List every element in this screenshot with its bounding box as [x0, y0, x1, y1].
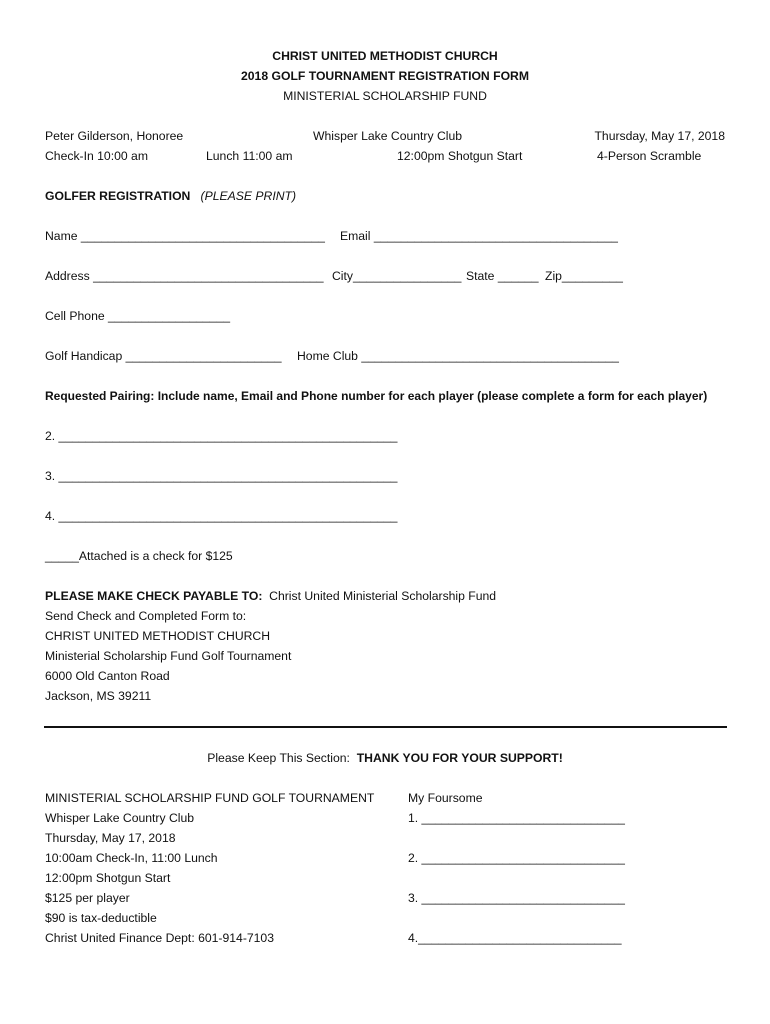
keep-info-line-5: 12:00pm Shotgun Start — [45, 871, 171, 885]
event-shotgun: 12:00pm Shotgun Start — [397, 149, 523, 163]
state-field[interactable]: State ______ — [466, 269, 539, 283]
registration-heading-row — [45, 188, 296, 204]
event-venue: Whisper Lake Country Club — [313, 129, 463, 143]
keep-section-prefix: Please Keep This Section: — [207, 751, 350, 765]
city-field[interactable]: City________________ — [332, 269, 462, 283]
keep-info-line-6: $125 per player — [45, 891, 130, 905]
keep-info-line-8: Christ United Finance Dept: 601-914-7103 — [45, 931, 274, 945]
send-line: Send Check and Completed Form to: — [45, 609, 247, 623]
home-club-field[interactable]: Home Club ______________________________________ — [297, 349, 619, 363]
golf-handicap-field[interactable]: Golf Handicap _______________________ — [45, 349, 282, 363]
registration-note: (PLEASE PRINT) — [200, 189, 297, 203]
pairing-player-3-field[interactable]: 3. __________________________________________________ — [45, 469, 398, 483]
header-line-1: CHRIST UNITED METHODIST CHURCH — [272, 49, 498, 63]
pairing-heading: Requested Pairing: Include name, Email and Phone number for each player (please complete a form for each player) — [45, 389, 708, 403]
mail-address-line-4: Jackson, MS 39211 — [45, 689, 152, 703]
pairing-player-2-field[interactable]: 2. __________________________________________________ — [45, 429, 398, 443]
zip-field[interactable]: Zip_________ — [545, 269, 623, 283]
mail-address-line-2: Ministerial Scholarship Fund Golf Tournament — [45, 649, 292, 663]
header-line-3: MINISTERIAL SCHOLARSHIP FUND — [283, 89, 487, 103]
foursome-player-3-field[interactable]: 3. ______________________________ — [408, 891, 625, 905]
header-line-2: 2018 GOLF TOURNAMENT REGISTRATION FORM — [241, 69, 529, 83]
email-field[interactable]: Email ____________________________________ — [340, 229, 618, 243]
keep-section-row — [0, 750, 770, 766]
thank-you-text: THANK YOU FOR YOUR SUPPORT! — [356, 751, 563, 765]
keep-info-line-1: MINISTERIAL SCHOLARSHIP FUND GOLF TOURNAMENT — [45, 791, 375, 805]
cell-phone-field[interactable]: Cell Phone __________________ — [45, 309, 231, 323]
mail-address-line-1: CHRIST UNITED METHODIST CHURCH — [45, 629, 271, 643]
payable-value: Christ United Ministerial Scholarship Fund — [269, 589, 497, 603]
keep-info-line-7: $90 is tax-deductible — [45, 911, 157, 925]
name-field[interactable]: Name ____________________________________ — [45, 229, 325, 243]
event-honoree: Peter Gilderson, Honoree — [45, 129, 184, 143]
mail-address-line-3: 6000 Old Canton Road — [45, 669, 170, 683]
event-lunch: Lunch 11:00 am — [206, 149, 293, 163]
check-attached-field[interactable]: _____Attached is a check for $125 — [45, 549, 233, 563]
section-divider — [44, 726, 727, 728]
foursome-player-4-field[interactable]: 4.______________________________ — [408, 931, 622, 945]
payable-row — [45, 588, 496, 604]
pairing-player-4-field[interactable]: 4. __________________________________________________ — [45, 509, 398, 523]
foursome-player-1-field[interactable]: 1. ______________________________ — [408, 811, 625, 825]
keep-info-line-4: 10:00am Check-In, 11:00 Lunch — [45, 851, 218, 865]
event-date: Thursday, May 17, 2018 — [594, 129, 725, 143]
address-field[interactable]: Address __________________________________ — [45, 269, 324, 283]
event-checkin: Check-In 10:00 am — [45, 149, 148, 163]
event-format: 4-Person Scramble — [597, 149, 702, 163]
registration-heading: GOLFER REGISTRATION — [45, 189, 191, 203]
foursome-heading: My Foursome — [408, 791, 483, 805]
payable-label: PLEASE MAKE CHECK PAYABLE TO: — [45, 589, 263, 603]
keep-info-line-3: Thursday, May 17, 2018 — [45, 831, 176, 845]
foursome-player-2-field[interactable]: 2. ______________________________ — [408, 851, 625, 865]
keep-info-line-2: Whisper Lake Country Club — [45, 811, 195, 825]
